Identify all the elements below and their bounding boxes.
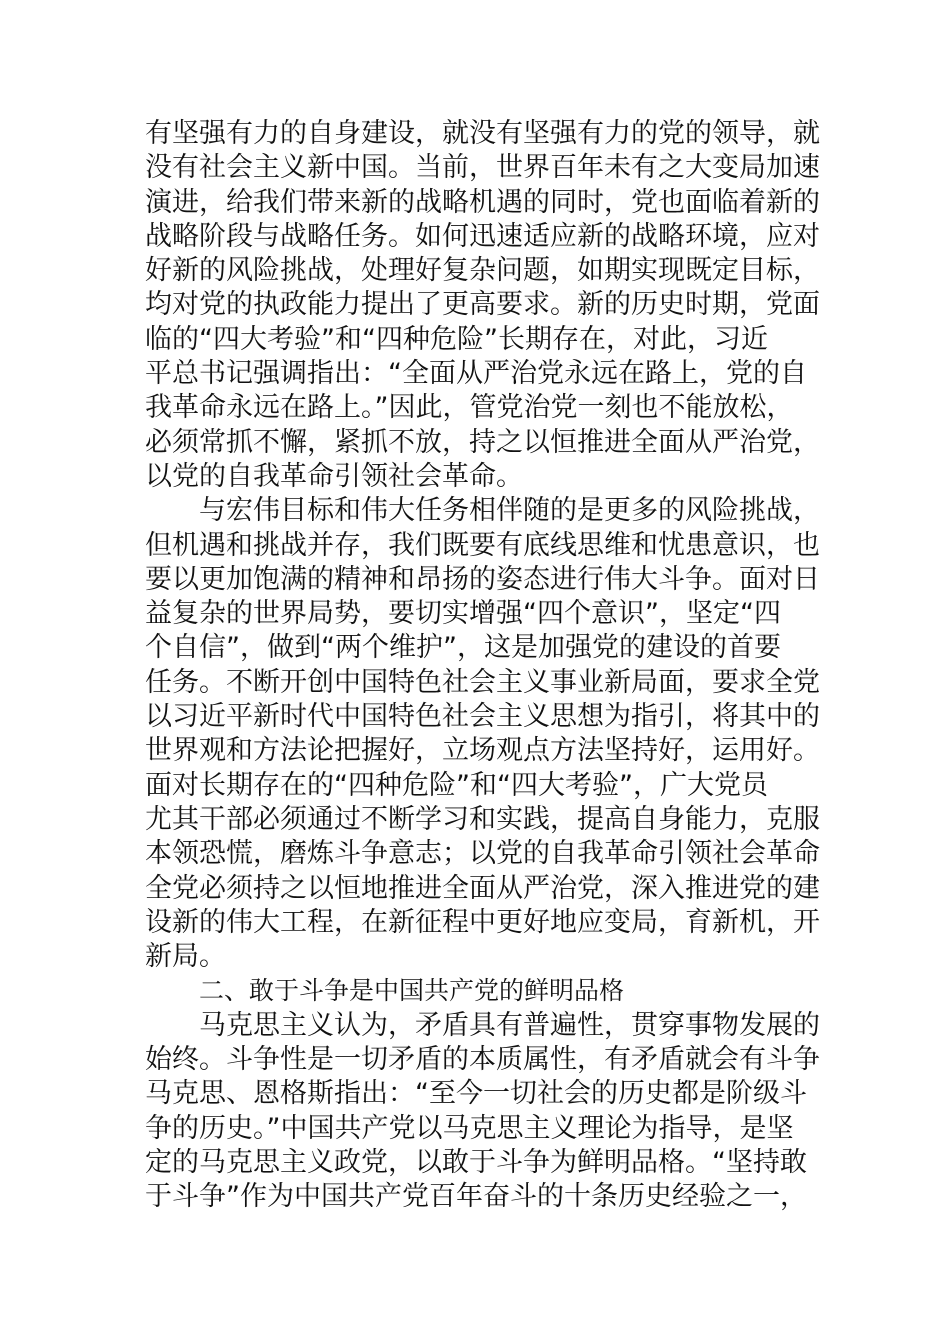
text-line: 没有社会主义新中国。当前，世界百年未有之大变局加速 [145, 152, 820, 184]
paragraph-3 [145, 1009, 820, 1215]
text-line: 但机遇和挑战并存，我们既要有底线思维和忧患意识，也 [145, 529, 820, 561]
text-line: 面对长期存在的“四种危险”和“四大考验”，广大党员 [145, 769, 768, 801]
text-line: 尤其干部必须通过不断学习和实践，提高自身能力，克服 [145, 803, 820, 835]
section-heading: 二、敢于斗争是中国共产党的鲜明品格 [199, 976, 625, 1006]
text-line: 争的历史。”中国共产党以马克思主义理论为指导，是坚 [145, 1112, 794, 1144]
document-page [145, 117, 820, 1215]
text-line: 临的“四大考验”和“四种危险”长期存在，对此，习近 [145, 323, 768, 355]
text-line: 演进，给我们带来新的战略机遇的同时，党也面临着新的 [145, 186, 820, 218]
text-line: 定的马克思主义政党，以敢于斗争为鲜明品格。“坚持敢 [145, 1146, 807, 1178]
text-line: 我革命永远在路上。”因此，管党治党一刻也不能放松， [145, 392, 794, 424]
text-line: 益复杂的世界局势，要切实增强“四个意识”，坚定“四 [145, 598, 781, 630]
paragraph-2 [145, 494, 820, 974]
text-line: 新局。 [145, 941, 226, 973]
text-line: 世界观和方法论把握好，立场观点方法坚持好，运用好。 [145, 735, 820, 767]
text-line: 全党必须持之以恒地推进全面从严治党，深入推进党的建 [145, 872, 820, 904]
text-line: 有坚强有力的自身建设，就没有坚强有力的党的领导，就 [145, 118, 820, 149]
text-line: 与宏伟目标和伟大任务相伴随的是更多的风险挑战， [199, 495, 820, 527]
text-line: 个自信”，做到“两个维护”，这是加强党的建设的首要 [145, 632, 781, 664]
text-line: 要以更加饱满的精神和昂扬的姿态进行伟大斗争。面对日 [145, 563, 820, 595]
paragraph-1 [145, 117, 820, 494]
text-line: 战略阶段与战略任务。如何迅速适应新的战略环境，应对 [145, 220, 820, 252]
text-line: 均对党的执政能力提出了更高要求。新的历史时期，党面 [145, 289, 820, 321]
text-line: 必须常抓不懈，紧抓不放，持之以恒推进全面从严治党， [145, 426, 820, 458]
text-line: 平总书记强调指出：“全面从严治党永远在路上，党的自 [145, 358, 807, 390]
text-line: 设新的伟大工程，在新征程中更好地应变局，育新机，开 [145, 906, 820, 938]
text-line: 马克思主义认为，矛盾具有普遍性，贯穿事物发展的 [199, 1009, 820, 1041]
text-line: 始终。斗争性是一切矛盾的本质属性，有矛盾就会有斗争 [145, 1044, 820, 1076]
text-line: 于斗争”作为中国共产党百年奋斗的十条历史经验之一， [145, 1181, 807, 1213]
text-line: 本领恐慌，磨炼斗争意志；以党的自我革命引领社会革命 [145, 838, 820, 870]
text-line: 好新的风险挑战，处理好复杂问题，如期实现既定目标， [145, 255, 820, 287]
text-line: 以党的自我革命引领社会革命。 [145, 460, 523, 492]
text-line: 马克思、恩格斯指出：“至今一切社会的历史都是阶级斗 [145, 1078, 807, 1110]
text-line: 以习近平新时代中国特色社会主义思想为指引，将其中的 [145, 701, 820, 733]
text-line: 任务。不断开创中国特色社会主义事业新局面，要求全党 [145, 666, 820, 698]
